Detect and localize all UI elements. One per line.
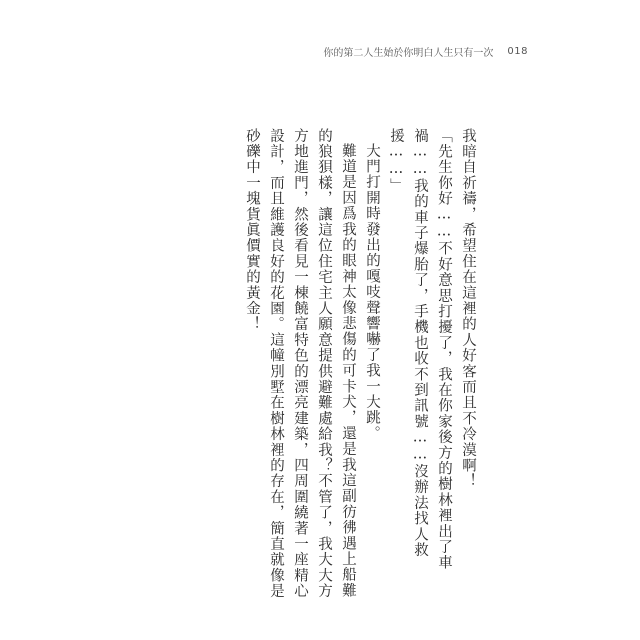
- paragraph-4: 難道是因爲我的眼神太像悲傷的可卡犬，還是我這副彷彿遇上船難的狼狽樣，讓這位住宅主人願意提供避難處給我？不管了，我大大方方地進門，然後看見一棟饒富特色的漂亮建築，四周圍繞著一座精心設計，而且維護良好的花園。這幢別墅在樹林裡的存在，簡直就像是砂礫中一塊貨眞價實的黃金！: [244, 128, 356, 599]
- vertical-body-text: [240, 128, 480, 604]
- page-number: 018: [507, 46, 528, 57]
- paragraph-2: 「先生你好……不好意思打擾了，我在你家後方的樹林裡出了車禍……我的車子爆胎了，手機也收不到訊號……沒辦法找人救援……」: [388, 128, 452, 571]
- paragraph-1: 我暗自祈禱，希望住在這裡的人好客而且不冷漠啊！: [460, 128, 476, 490]
- running-header: [323, 44, 528, 59]
- paragraph-3: 大門打開時發出的嘎吱聲響嚇了我一大跳。: [364, 142, 380, 441]
- running-title: 你的第二人生始於你明白人生只有一次: [323, 48, 494, 59]
